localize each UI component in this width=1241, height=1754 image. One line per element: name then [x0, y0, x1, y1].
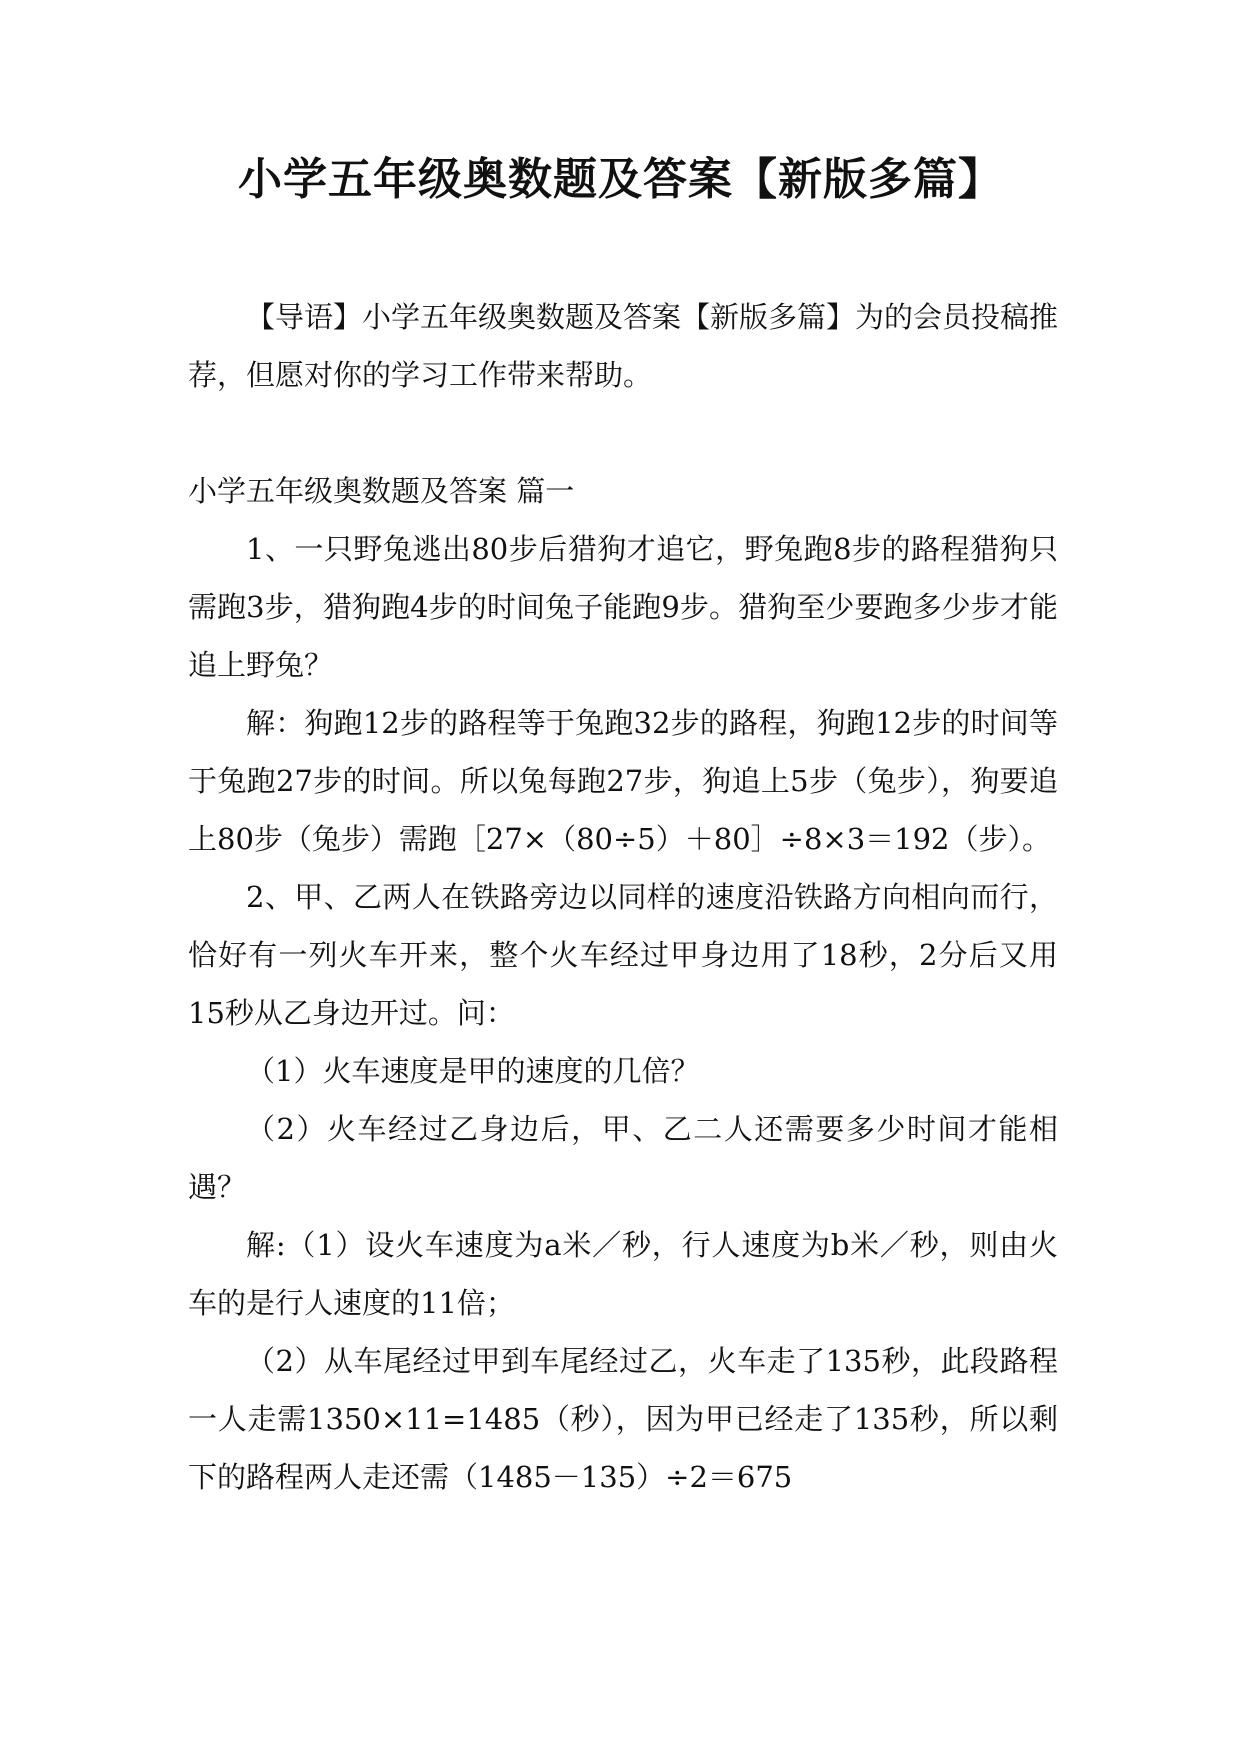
question-2-part-2: （2）火车经过乙身边后，甲、乙二人还需要多少时间才能相遇？ — [188, 1112, 1058, 1204]
answer-2-part-1: 解:（1）设火车速度为a米／秒，行人速度为b米／秒，则由火车的是行人速度的11倍； — [188, 1228, 1058, 1320]
answer-1: 解：狗跑12步的路程等于兔跑32步的路程，狗跑12步的时间等于兔跑27步的时间。所以兔每跑27步，狗追上5步（兔步），狗要追上80步（兔步）需跑［27×（80÷5）＋80］÷8×3＝192（步）。 — [188, 706, 1058, 856]
answer-2-part-2: （2）从车尾经过甲到车尾经过乙，火车走了135秒，此段路程一人走需1350×11=1485（秒），因为甲已经走了135秒，所以剩下的路程两人走还需（1485－135）÷2＝675 — [188, 1344, 1058, 1494]
question-1: 1、一只野兔逃出80步后猎狗才追它，野兔跑8步的路程猎狗只需跑3步，猎狗跑4步的时间兔子能跑9步。猎狗至少要跑多少步才能追上野兔？ — [188, 532, 1058, 682]
section-heading: 小学五年级奥数题及答案 篇一 — [188, 474, 575, 508]
intro-paragraph: 【导语】小学五年级奥数题及答案【新版多篇】为的会员投稿推荐，但愿对你的学习工作带来帮助。 — [188, 300, 1059, 392]
document-body — [188, 288, 1058, 1506]
paragraph-gap — [188, 404, 1058, 462]
document-title: 小学五年级奥数题及答案【新版多篇】 — [238, 154, 1003, 205]
question-2-part-1: （1）火车速度是甲的速度的几倍？ — [246, 1054, 700, 1088]
question-2: 2、甲、乙两人在铁路旁边以同样的速度沿铁路方向相向而行，恰好有一列火车开来，整个火车经过甲身边用了18秒，2分后又用15秒从乙身边开过。问： — [188, 880, 1058, 1030]
